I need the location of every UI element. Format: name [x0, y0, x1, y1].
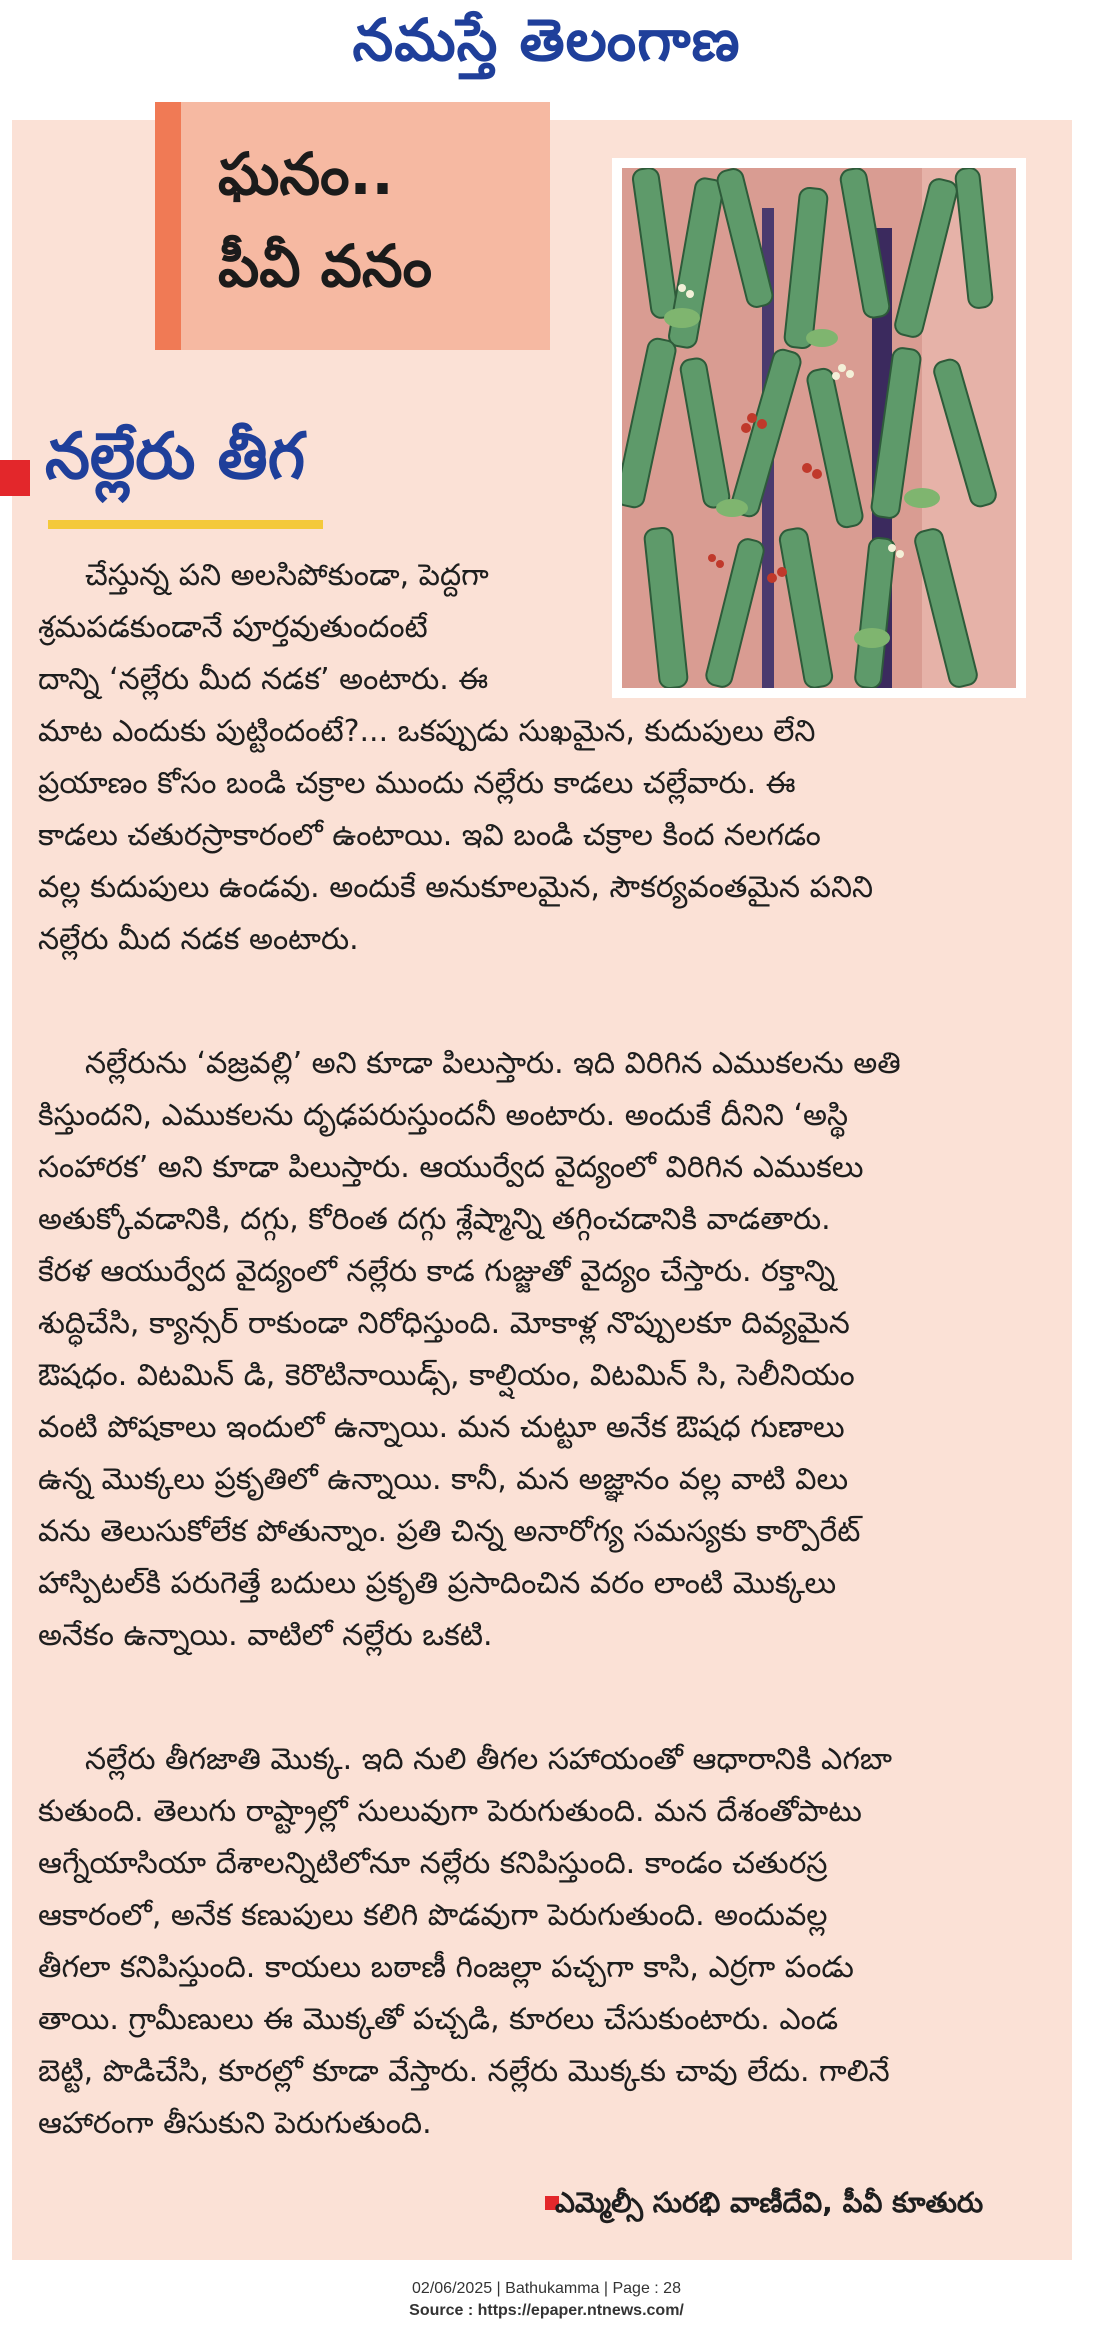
title-accent-bar: [155, 102, 181, 350]
heading-underline: [48, 520, 323, 529]
newspaper-masthead: నమస్తే తెలంగాణ: [352, 6, 741, 74]
paragraph-1-line: దాన్ని ‘నల్లేరు మీద నడక’ అంటారు. ఈ: [38, 662, 489, 697]
paragraph-2-line: వంటి పోషకాలు ఇందులో ఉన్నాయి. మన చుట్టూ అనేక ఔషధ గుణాలు: [38, 1410, 845, 1445]
paragraph-3-line: కుతుంది. తెలుగు రాష్ట్రాల్లో సులువుగా పెరుగుతుంది. మన దేశంతోపాటు: [38, 1794, 862, 1829]
paragraph-2-line: అతుక్కోవడానికి, దగ్గు, కోరింత దగ్గు శ్లేష్మాన్ని తగ్గించడానికి వాడతారు.: [38, 1202, 831, 1237]
paragraph-2-line: సంహారక’ అని కూడా పిలుస్తారు. ఆయుర్వేద వైద్యంలో విరిగిన ఎముకలు: [38, 1150, 864, 1185]
article-title-line-2: పీవీ వనం: [218, 232, 433, 300]
paragraph-1-line: మాట ఎందుకు పుట్టిందంటే?... ఒకప్పుడు సుఖమైన, కుదుపులు లేని: [38, 714, 816, 749]
paragraph-1-line: శ్రమపడకుండానే పూర్తవుతుందంటే: [38, 610, 428, 645]
paragraph-1-line: చేస్తున్న పని అలసిపోకుండా, పెద్దగా: [85, 558, 489, 593]
article-title-line-1: ఘనం..: [218, 140, 394, 208]
paragraph-2-line: అనేకం ఉన్నాయి. వాటిలో నల్లేరు ఒకటి.: [38, 1618, 493, 1653]
footer-source: Source : https://epaper.ntnews.com/: [409, 2302, 684, 2319]
paragraph-3-line: ఆకారంలో, అనేక కణుపులు కలిగి పొడవుగా పెరుగుతుంది. అందువల్ల: [38, 1898, 828, 1933]
paragraph-2-line: ఔషధం. విటమిన్ డి, కెరొటినాయిడ్స్, కాల్షియం, విటమిన్ సి, సెలీనియం: [38, 1358, 855, 1393]
paragraph-2-line: నల్లేరును ‘వజ్రవల్లి’ అని కూడా పిలుస్తారు. ఇది విరిగిన ఎముకలను అతి: [85, 1046, 901, 1081]
nalleru-plant-illustration: [622, 168, 1016, 688]
paragraph-3-line: తాయి. గ్రామీణులు ఈ మొక్కతో పచ్చడి, కూరలు చేసుకుంటారు. ఎండ: [38, 2002, 839, 2037]
paragraph-1-line: నల్లేరు మీద నడక అంటారు.: [38, 922, 359, 957]
heading-marker: [0, 460, 30, 496]
paragraph-2-line: కేరళ ఆయుర్వేద వైద్యంలో నల్లేరు కాడ గుజ్జుతో వైద్యం చేస్తారు. రక్తాన్ని: [38, 1254, 836, 1289]
paragraph-2-line: కిస్తుందని, ఎముకలను దృఢపరుస్తుందనీ అంటారు. అందుకే దీనిని ‘అస్థి: [38, 1098, 849, 1133]
paragraph-2-line: శుద్ధిచేసి, క్యాన్సర్ రాకుండా నిరోధిస్తుంది. మోకాళ్ల నొప్పులకూ దివ్యమైన: [38, 1306, 850, 1341]
footer-date-page: 02/06/2025 | Bathukamma | Page : 28: [412, 2280, 681, 2297]
paragraph-1-line: కాడలు చతురస్రాకారంలో ఉంటాయి. ఇవి బండి చక్రాల కింద నలగడం: [38, 818, 821, 853]
paragraph-1-line: ప్రయాణం కోసం బండి చక్రాల ముందు నల్లేరు కాడలు చల్లేవారు. ఈ: [38, 766, 796, 801]
author-signature: ఎమ్మెల్సీ సురభి వాణీదేవి, పీవీ కూతురు: [555, 2186, 984, 2219]
paragraph-3-line: ఆగ్నేయాసియా దేశాలన్నిటిలోనూ నల్లేరు కనిపిస్తుంది. కాండం చతురస్ర: [38, 1846, 828, 1881]
paragraph-2-line: ఉన్న మొక్కలు ప్రకృతిలో ఉన్నాయి. కానీ, మన అజ్ఞానం వల్ల వాటి విలు: [38, 1462, 849, 1497]
paragraph-3-line: తీగలా కనిపిస్తుంది. కాయలు బఠాణీ గింజల్లా పచ్చగా కాసి, ఎర్రగా పండు: [38, 1950, 854, 1985]
paragraph-1-line: వల్ల కుదుపులు ఉండవు. అందుకే అనుకూలమైన, సౌకర్యవంతమైన పనిని: [38, 870, 874, 905]
paragraph-3-line: నల్లేరు తీగజాతి మొక్క. ఇది నులి తీగల సహాయంతో ఆధారానికి ఎగబా: [85, 1742, 893, 1777]
paragraph-2-line: హాస్పిటల్‌కి పరుగెత్తే బదులు ప్రకృతి ప్రసాదించిన వరం లాంటి మొక్కలు: [38, 1566, 837, 1601]
paragraph-2-line: వను తెలుసుకోలేక పోతున్నాం. ప్రతి చిన్న అనారోగ్య సమస్యకు కార్పొరేట్: [38, 1514, 861, 1549]
paragraph-3-line: ఆహారంగా తీసుకుని పెరుగుతుంది.: [38, 2106, 432, 2141]
section-heading: నల్లేరు తీగ: [45, 420, 306, 494]
plant-photo: [622, 168, 1016, 688]
paragraph-3-line: బెట్టి, పొడిచేసి, కూరల్లో కూడా వేస్తారు. నల్లేరు మొక్కకు చావు లేదు. గాలినే: [38, 2054, 890, 2089]
